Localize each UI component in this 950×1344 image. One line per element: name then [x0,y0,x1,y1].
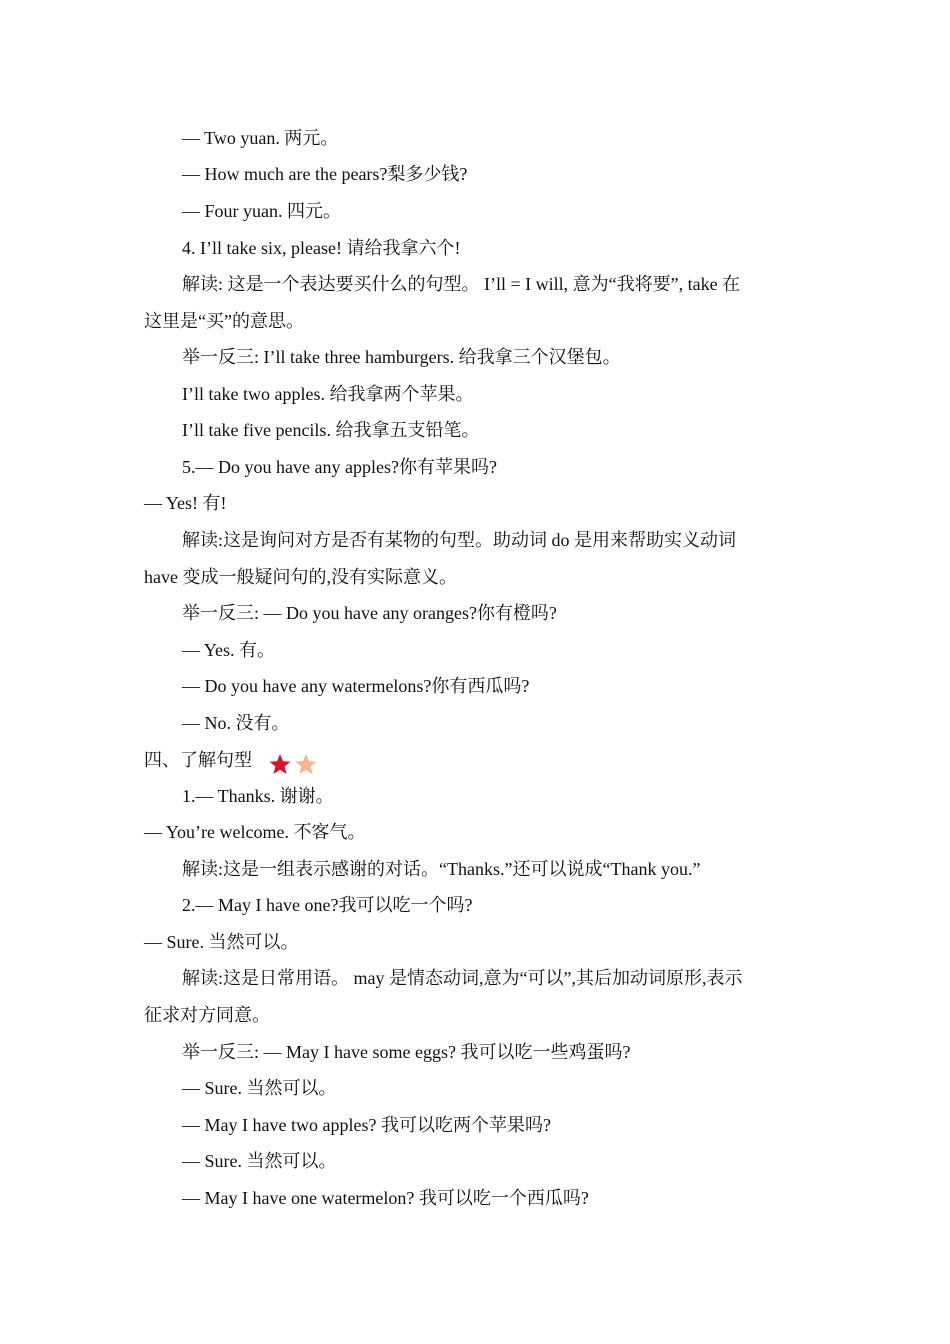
text-line: 解读: 这是一个表达要买什么的句型。 I’ll = I will, 意为“我将要”, take 在 [182,274,741,294]
text-line: 这里是“买”的意思。 [144,311,304,331]
text-line: I’ll take two apples. 给我拿两个苹果。 [182,384,474,404]
text-line: 举一反三: I’ll take three hamburgers. 给我拿三个汉堡包。 [182,347,621,367]
text-line: 征求对方同意。 [144,1005,270,1025]
star-icon [270,754,291,774]
rating-stars [268,751,320,777]
text-line: 解读:这是询问对方是否有某物的句型。助动词 do 是用来帮助实义动词 [182,530,736,550]
text-line: — Yes. 有。 [182,640,276,660]
text-line: — Yes! 有! [144,493,227,513]
text-line: — You’re welcome. 不客气。 [144,822,366,842]
text-line: I’ll take five pencils. 给我拿五支铅笔。 [182,420,480,440]
text-line: 4. I’ll take six, please! 请给我拿六个! [182,238,461,258]
text-line: — Sure. 当然可以。 [182,1078,337,1098]
section-heading [144,748,320,777]
text-line: 5.— Do you have any apples?你有苹果吗? [182,457,497,477]
text-line: 举一反三: — Do you have any oranges?你有橙吗? [182,603,557,623]
text-line: — No. 没有。 [182,713,290,733]
text-line: have 变成一般疑问句的,没有实际意义。 [144,567,457,587]
text-line: 解读:这是一组表示感谢的对话。“Thanks.”还可以说成“Thank you.” [182,859,701,879]
text-line: 1.— Thanks. 谢谢。 [182,786,334,806]
text-line: — How much are the pears?梨多少钱? [182,164,468,184]
star-icon [296,754,317,774]
text-line: — Four yuan. 四元。 [182,201,341,221]
text-line: 解读:这是日常用语。 may 是情态动词,意为“可以”,其后加动词原形,表示 [182,968,743,988]
rating-stars-svg [268,753,320,777]
text-line: — May I have two apples? 我可以吃两个苹果吗? [182,1115,551,1135]
section-heading-text: 四、了解句型 [144,750,252,770]
text-line: — Sure. 当然可以。 [144,932,299,952]
text-line: — Do you have any watermelons?你有西瓜吗? [182,676,530,696]
text-line: — Two yuan. 两元。 [182,128,339,148]
text-line: 2.— May I have one?我可以吃一个吗? [182,895,473,915]
text-line: 举一反三: — May I have some eggs? 我可以吃一些鸡蛋吗? [182,1042,631,1062]
text-line: — Sure. 当然可以。 [182,1151,337,1171]
text-line: — May I have one watermelon? 我可以吃一个西瓜吗? [182,1188,589,1208]
